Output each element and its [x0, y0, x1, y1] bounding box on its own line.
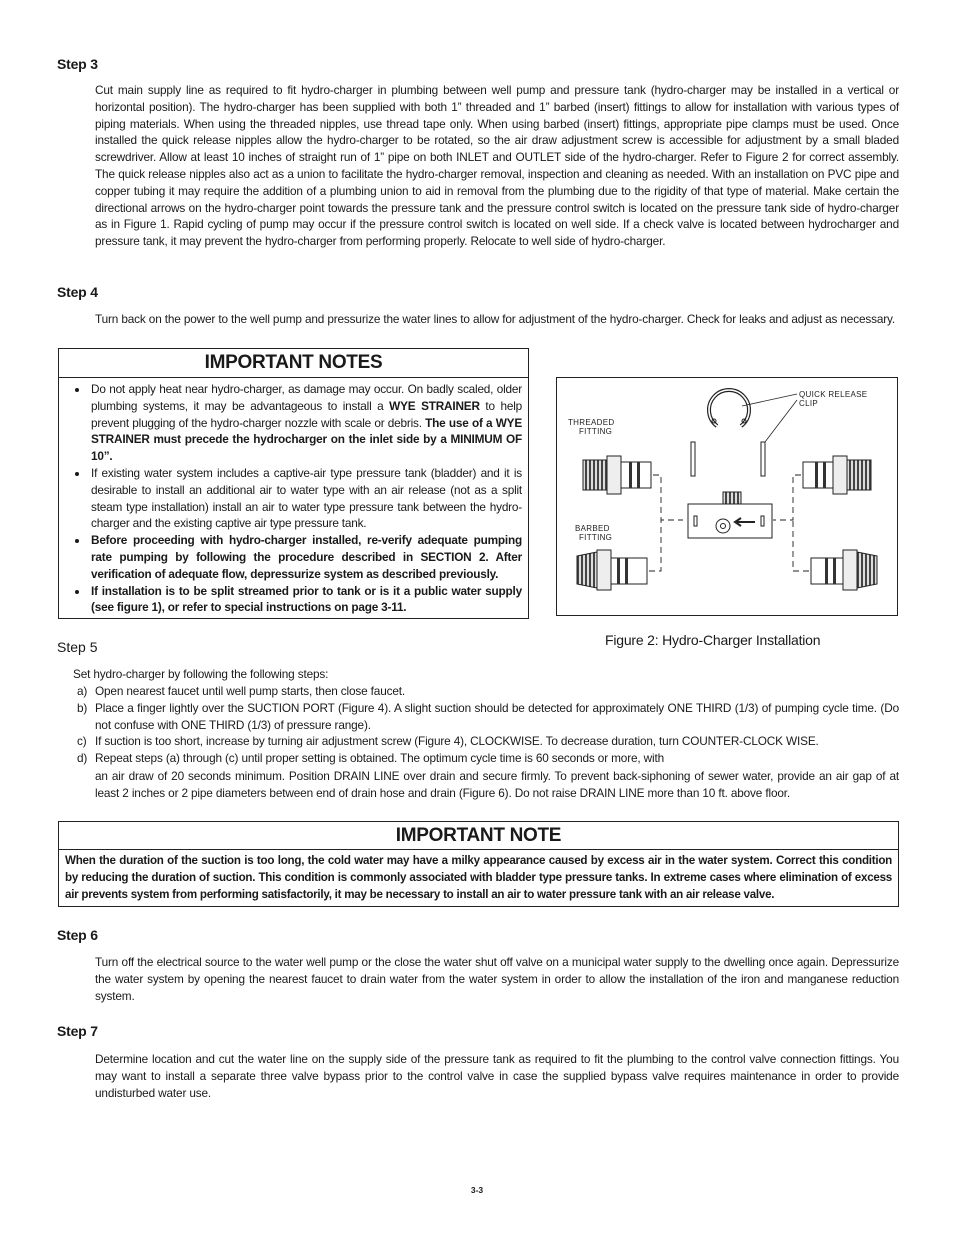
list-marker: d) — [77, 751, 88, 766]
list-item — [73, 683, 899, 700]
note-text: Before proceeding with hydro-charger installed, re-verify adequate pumping rate pumping by following the procedure described in SECTION 2. After verification of adequate flow, depressurize system as described previously. — [91, 533, 522, 581]
list-marker: c) — [77, 734, 87, 749]
step-4-title: Step 4 — [57, 284, 98, 300]
step-5-list — [73, 683, 899, 767]
note-item — [89, 532, 522, 582]
figure-2-caption: Figure 2: Hydro-Charger Installation — [605, 632, 821, 648]
list-marker: a) — [77, 684, 88, 698]
hydro-charger-body-icon — [688, 492, 772, 538]
barbed-fitting-right-icon — [811, 550, 877, 590]
note-text: If existing water system includes a captive-air type pressure tank (bladder) and it is desirable to install an additional air to water type with an air release (not as a split steam type installation) install an air to water type pressure tank between the hydro-charger and the existing captive air type pressure tank. — [91, 465, 522, 531]
note-text: to help prevent plugging of the hydro-charger nozzle with scale or debris. — [91, 398, 522, 430]
label-clip: CLIP — [799, 399, 818, 408]
important-notes-box — [58, 348, 529, 619]
list-item — [73, 700, 899, 734]
hydro-charger-diagram — [557, 378, 897, 615]
list-text: Open nearest faucet until well pump starts, then close faucet. — [95, 684, 406, 698]
pin-left-icon — [691, 442, 695, 476]
pin-right-icon — [761, 442, 765, 476]
figure-2-frame — [556, 377, 898, 616]
note-item — [89, 583, 522, 617]
note-bold: The use of a WYE STRAINER must precede the hydrocharger on the inlet side by a MINIMUM OF 10”. — [91, 415, 522, 464]
important-notes-title: IMPORTANT NOTES — [204, 352, 383, 373]
notes-list — [59, 381, 528, 616]
note-bold: WYE STRAINER — [389, 398, 480, 413]
label-threaded: THREADED — [568, 418, 615, 427]
list-item — [73, 733, 899, 750]
important-note-text: When the duration of the suction is too long, the cold water may have a milky appearance caused by excess air in the water system. Correct this condition by reducing the duration of suction. This condition is commonly associated with bladder type pressure tanks. In extreme cases where elimination of excess air prevents system from performing satisfactorily, it may be necessary to install an air to water pressure tank with an air release valve. — [65, 854, 892, 901]
barbed-fitting-left-icon — [577, 550, 647, 590]
step-5-tail: an air draw of 20 seconds minimum. Position DRAIN LINE over drain and secure firmly. To prevent back-siphoning of sewer water, provide an air gap of at least 2 inches or 2 pipe diameters between end of drain hose and drain (Figure 6). Do not raise DRAIN LINE more than 10 ft. above floor. — [95, 769, 899, 800]
list-marker: b) — [77, 700, 88, 715]
step-7-title: Step 7 — [57, 1023, 98, 1039]
step-5-title: Step 5 — [57, 639, 98, 655]
page-number: 3-3 — [470, 1185, 484, 1195]
quick-release-clip-icon — [709, 390, 749, 426]
important-note-title: IMPORTANT NOTE — [395, 825, 562, 846]
note-item — [89, 465, 522, 532]
note-text: Do not apply heat near hydro-charger, as damage may occur. On badly scaled, older plumbing systems, it may be advantageous to install a — [91, 382, 522, 413]
list-text: Place a finger lightly over the SUCTION PORT (Figure 4). A slight suction should be detected for approximately ONE THIRD (1/3) of pumping cycle time. (Do not confuse with ONE THIRD (1/3) of pressure range). — [95, 700, 899, 732]
threaded-fitting-left-icon — [583, 456, 651, 494]
label-fitting-1: FITTING — [579, 427, 613, 436]
step-6-title: Step 6 — [57, 927, 98, 943]
step-3-text: Cut main supply line as required to fit hydro-charger in plumbing between well pump and pressure tank (hydro-charger may be installed in a vertical or horizontal position). The hydro-charger has been supplied with both 1” threaded and 1” barbed (insert) fittings to allow for installation with various types of piping materials. When using the threaded nipples, use thread tape only. When using barbed (insert) fittings, appropriate pipe clamps must be used. Once installed the quick release nipples allow the hydro-charger to be rotated, so the air draw adjustment screw is accessible for adjustment by a small bladed screwdriver. Allow at least 10 inches of straight run of 1” pipe on both INLET and OUTLET side of the hydro-charger. Refer to Figure 2 for correct assembly. The quick release nipples also act as a union to facilitate the hydro-charger removal, inspection and cleaning as needed. With an installation on PVC pipe and copper tubing it may require the addition of a plumbing union to aid in removal from the plumbing due to the rigidity of that type of material. Make certain the directional arrows on the hydro-charger point towards the pressure tank and the pressure control switch is located on the pressure tank side of hydro-charger as in Figure 1. Rapid cycling of pump may occur if the pressure control switch is located on well side. If a check valve is located between hydrocharger and pressure tank, it may prevent the hydro-charger from performing properly. Relocate to well side of hydro-charger. — [95, 83, 899, 249]
step-5-intro: Set hydro-charger by following the following steps: — [73, 667, 329, 681]
list-item — [73, 750, 899, 767]
notes-divider — [59, 377, 528, 378]
label-fitting-2: FITTING — [579, 533, 613, 542]
step-6-text: Turn off the electrical source to the water well pump or the close the water shut off valve on a municipal water supply to the dwelling once again. Depressurize the water system by opening the nearest faucet to drain water from the water system in order to allow the installation of the iron and manganese reduction system. — [95, 955, 899, 1003]
list-text: Repeat steps (a) through (c) until proper setting is obtained. The optimum cycle time is 60 seconds or more, with — [95, 751, 665, 766]
step-4-text: Turn back on the power to the well pump and pressurize the water lines to allow for adjustment of the hydro-charger. Check for leaks and adjust as necessary. — [95, 312, 896, 326]
note-item — [89, 381, 522, 465]
note-text: If installation is to be split streamed prior to tank or is it a public water supply (see figure 1), or refer to special instructions on page 3-11. — [91, 583, 522, 615]
label-quick-release: QUICK RELEASE — [799, 390, 868, 399]
step-7-text: Determine location and cut the water line on the supply side of the pressure tank as required to fit the plumbing to the control valve connection fittings. You may want to install a separate three valve bypass prior to the control valve in case the supplied bypass valve requires maintenance in order to provide undisturbed water use. — [95, 1052, 899, 1100]
label-barbed: BARBED — [575, 524, 610, 533]
list-text: If suction is too short, increase by turning air adjustment screw (Figure 4), CLOCKWISE. To decrease duration, turn COUNTER-CLOCK WISE. — [95, 734, 819, 749]
important-note-box — [58, 821, 899, 907]
threaded-fitting-right-icon — [803, 456, 871, 494]
step-3-title: Step 3 — [57, 56, 98, 72]
